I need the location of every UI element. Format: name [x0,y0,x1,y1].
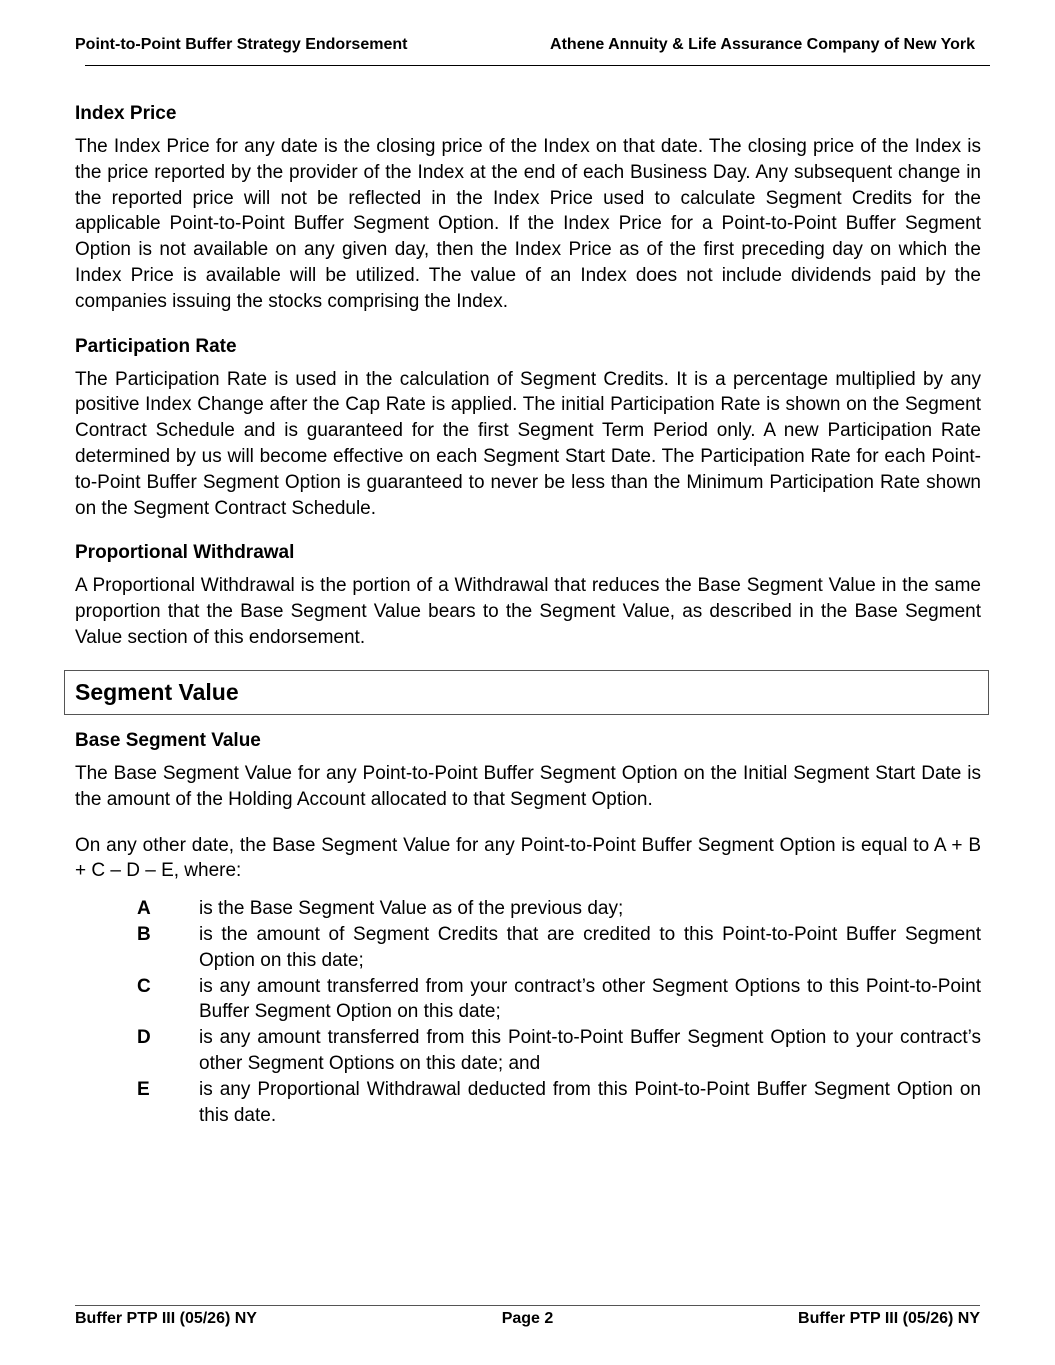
segment-value-section-header [64,670,989,715]
definitions-section [75,102,981,671]
participation-rate-heading: Participation Rate [75,335,237,357]
base-segment-value-heading: Base Segment Value [75,730,261,751]
footer-form-number-right: Buffer PTP III (05/26) NY [798,1310,980,1327]
footer-page-number: Page 2 [501,1310,554,1327]
segment-value-title: Segment Value [75,679,239,705]
proportional-withdrawal-body: A Proportional Withdrawal is the portion of a Withdrawal that reduces the Base Segment Value in the same proportion that the Base Segment Value bears to the Segment Value, as described in the Base Segment Value section of this endorsement. [75,575,981,648]
index-price-body: The Index Price for any date is the closing price of the Index on that date. The closing price of the Index is the price reported by the provider of the Index at the end of each Business Day. Any subsequent change in the reported price will not be reflected in the Index Price used to calculate Segment Credits for the applicable Point-to-Point Buffer Segment Option. If the Index Price for a Point-to-Point Buffer Segment Option is not available on any given day, then the Index Price as of the first preceding day on which the Index Price is available will be utilized. The value of an Index does not include dividends paid by the companies issuing the stocks comprising the Index. [75,136,981,312]
footer-divider [75,1305,980,1306]
base-segment-value-section [75,729,981,1128]
header-document-title: Point-to-Point Buffer Strategy Endorsement [75,36,408,53]
formula-definitions-list [75,896,981,1128]
definition-item [75,1077,981,1129]
definition-text: is any Proportional Withdrawal deducted from this Point-to-Point Buffer Segment Option on this date. [199,1078,981,1126]
index-price-heading: Index Price [75,103,177,124]
definition-text: is the amount of Segment Credits that are credited to this Point-to-Point Buffer Segment Option on this date; [199,923,981,971]
participation-rate-body: The Participation Rate is used in the calculation of Segment Credits. It is a percentage multiplied by any positive Index Change after the Cap Rate is applied. The initial Participation Rate is shown on the Segment Contract Schedule and is guaranteed for the first Segment Term Period only. A new Participation Rate determined by us will become effective on each Segment Start Date. The Participation Rate for each Point-to-Point Buffer Segment Option is guaranteed to never be less than the Minimum Participation Rate shown on the Segment Contract Schedule. [75,368,981,519]
footer-form-number-left: Buffer PTP III (05/26) NY [75,1310,257,1327]
definition-text: is any amount transferred from your contract’s other Segment Options to this Point-to-Point Buffer Segment Option on this date; [199,975,981,1023]
definition-key: C [137,975,151,997]
definition-text: is the Base Segment Value as of the previous day; [199,898,624,920]
definition-item [75,974,981,1026]
definition-key: E [137,1078,150,1100]
header-company-name: Athene Annuity & Life Assurance Company of New York [550,36,975,53]
header-divider [85,65,990,66]
base-segment-value-body-2: On any other date, the Base Segment Value for any Point-to-Point Buffer Segment Option is equal to A + B + C – D – E, where: [75,834,981,882]
base-segment-value-body-1: The Base Segment Value for any Point-to-Point Buffer Segment Option on the Initial Segment Start Date is the amount of the Holding Account allocated to that Segment Option. [75,763,981,810]
definition-key: A [137,898,151,920]
definition-key: D [137,1027,151,1049]
definition-key: B [137,923,151,945]
definition-item [75,1025,981,1077]
definition-item [75,896,981,922]
page-footer [75,1310,980,1328]
definition-item [75,922,981,974]
definition-text: is any amount transferred from this Point-to-Point Buffer Segment Option to your contract’s other Segment Options on this date; and [199,1027,981,1074]
page-header [75,36,975,54]
proportional-withdrawal-heading: Proportional Withdrawal [75,542,295,564]
